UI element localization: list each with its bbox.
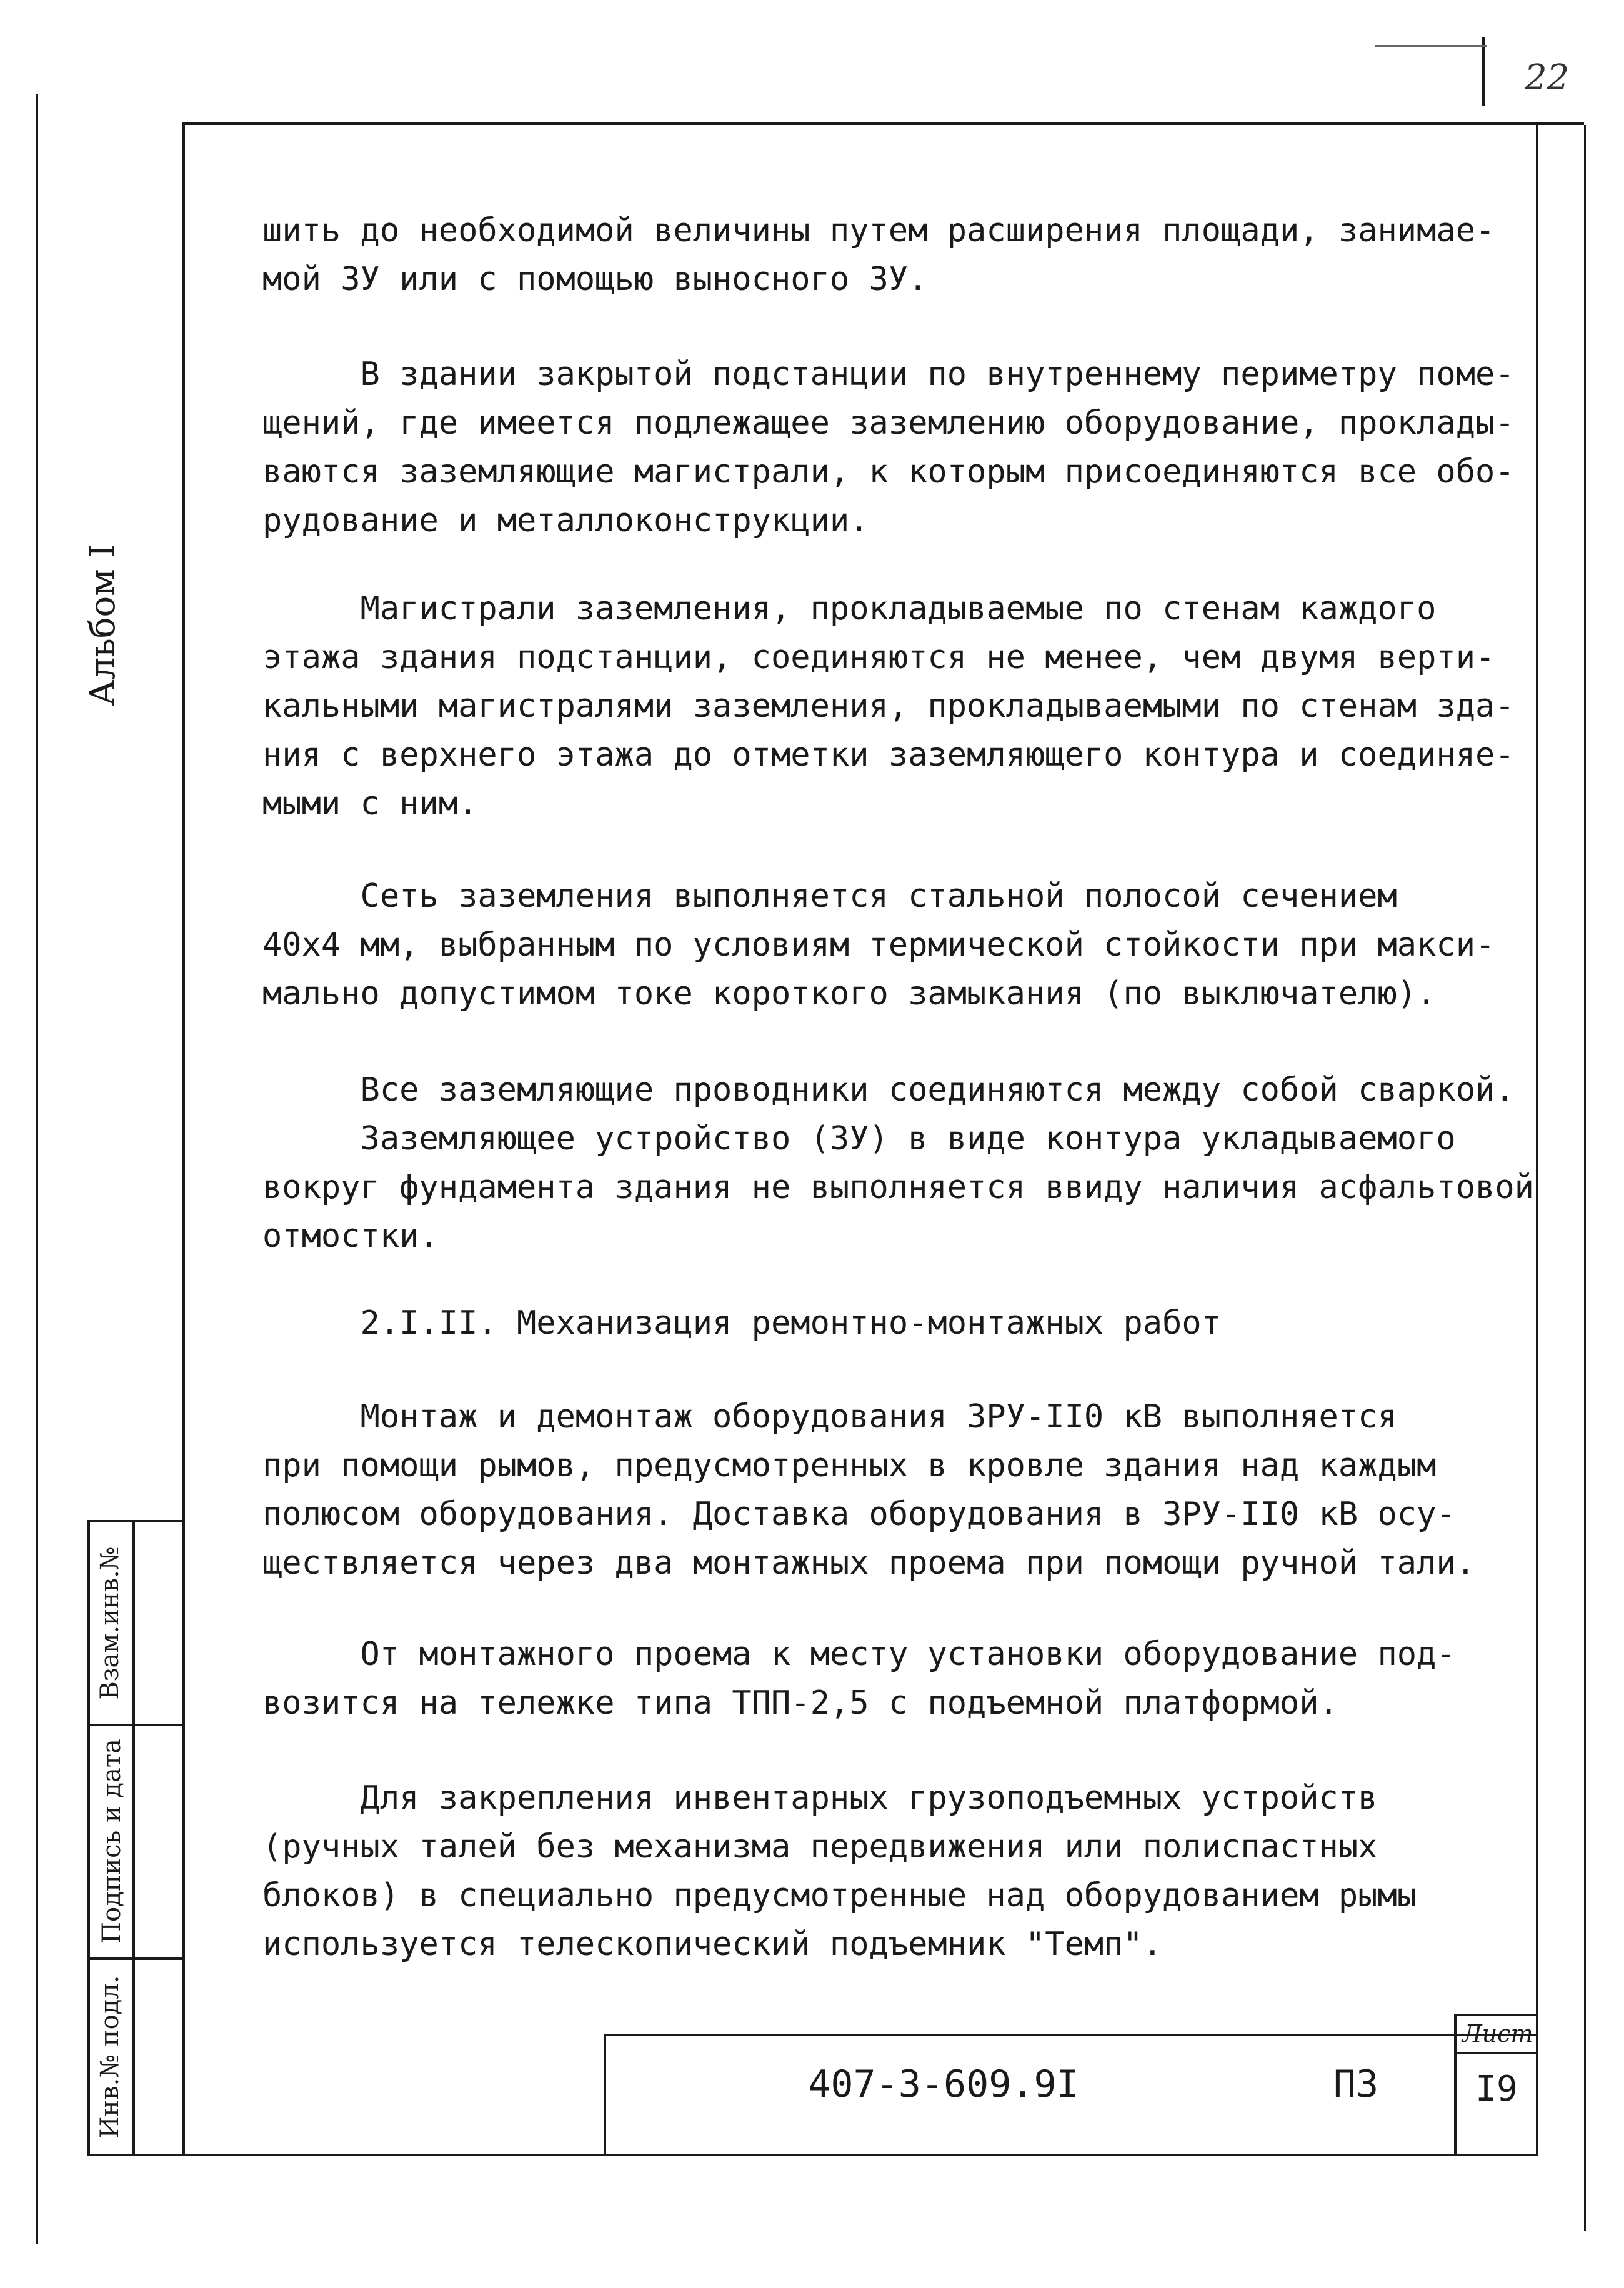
- sheet-label: Лист: [1462, 2020, 1533, 2047]
- section-heading: 2.I.II. Механизация ремонтно-монтажных работ: [262, 1304, 1222, 1342]
- paragraph-4: Сеть заземления выполняется стальной полосой сечением 40х4 мм, выбранным по условиям термической стойкости при макси- мально допустимом токе короткого замыкания (по выключателю).: [262, 877, 1495, 1012]
- paragraph-2: В здании закрытой подстанции по внутреннему периметру поме- щений, где имеется подлежащее заземлению оборудование, проклады- ваются заземляющие магистрали, к которым присоединяются все обо- рудование и металлоконструкции.: [262, 356, 1515, 539]
- paragraph-3: Магистрали заземления, прокладываемые по стенам каждого этажа здания подстанции, соединяются не менее, чем двумя верти- кальными магистралями заземления, прокладываемыми по стенам зда- ния с верхнего этажа до отметки заземляющего контура и соединяе- мыми с ним.: [262, 590, 1515, 822]
- document-code: 407-3-609.9I: [808, 2062, 1079, 2106]
- paragraph-7: От монтажного проема к месту установки оборудование под- возится на тележке типа ТПП-2,5 с подъемной платформой.: [262, 1636, 1456, 1722]
- title-block-sheet-top: [1454, 2014, 1537, 2016]
- paragraph-5: Все заземляющие проводники соединяются между собой сваркой. Заземляющее устройство (ЗУ) в виде контура укладываемого вокруг фундамента здания не выполняется ввиду наличия асфальтовой отмостки.: [262, 1071, 1534, 1255]
- interchange-label: Взам.инв.№: [96, 1546, 124, 1700]
- title-block-top: [604, 2034, 1537, 2036]
- frame-top: [182, 122, 1584, 125]
- paragraph-6: Монтаж и демонтаж оборудования ЗРУ-II0 кВ выполняется при помощи рымов, предусмотренных в кровле здания над каждым полюсом оборудования. Доставка оборудования в ЗРУ-II0 кВ осу- ществляется через два монтажных проема при помощи ручной тали.: [262, 1398, 1476, 1582]
- binding-line: [36, 94, 38, 2244]
- corner-tick-top: [1375, 45, 1487, 47]
- title-block-left: [604, 2034, 606, 2155]
- frame-bottom: [87, 2154, 1538, 2156]
- original-inventory-label: Инв.№ подл.: [96, 1975, 124, 2139]
- sheet-number: I9: [1475, 2069, 1518, 2109]
- section-code: ПЗ: [1333, 2062, 1379, 2106]
- signature-date-label: Подпись и дата: [97, 1739, 126, 1944]
- frame-right: [1536, 122, 1538, 2155]
- right-cut-line: [1584, 125, 1586, 2231]
- corner-tick: [1482, 37, 1485, 106]
- title-block-sheet-divider: [1454, 2014, 1457, 2155]
- frame-left: [182, 122, 185, 2155]
- title-block-sheet-mid: [1454, 2052, 1537, 2054]
- album-label: Альбом I: [82, 544, 123, 706]
- corner-page-number: 22: [1525, 57, 1570, 98]
- paragraph-1: шить до необходимой величины путем расширения площади, занимае- мой ЗУ или с помощью выносного ЗУ.: [262, 212, 1495, 298]
- paragraph-8: Для закрепления инвентарных грузоподъемных устройств (ручных талей без механизма передвижения или полиспастных блоков) в специально предусмотренные над оборудованием рымы используется телескопический подъемник "Темп".: [262, 1779, 1417, 1963]
